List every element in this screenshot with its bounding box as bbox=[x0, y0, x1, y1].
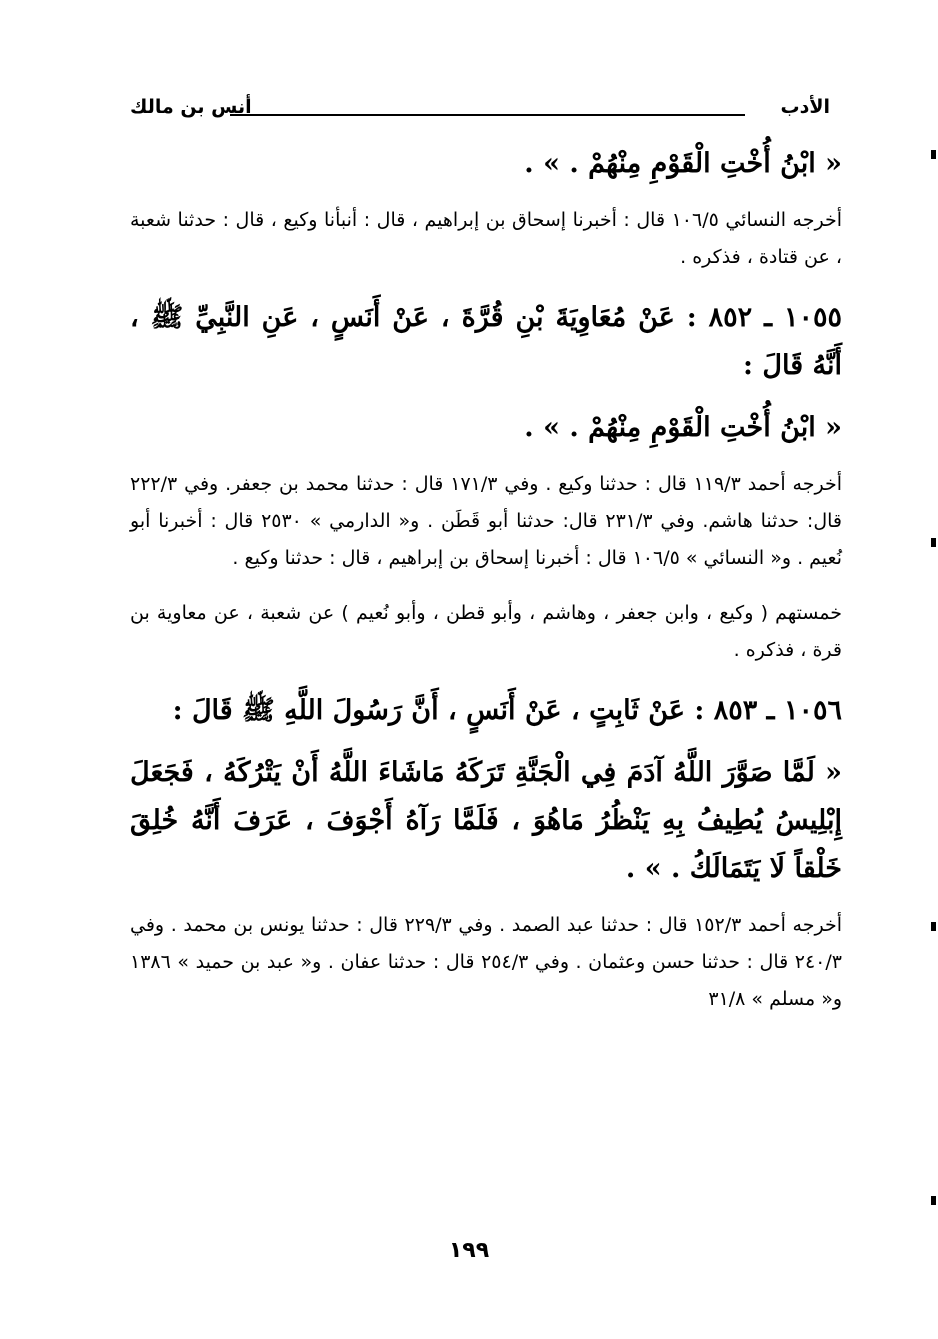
hadith-text: « ابْنُ أُخْتِ الْقَوْمِ مِنْهُمْ . » . bbox=[524, 148, 842, 179]
section-title: أنس بن مالك bbox=[130, 96, 252, 118]
hadith-text: « ابْنُ أُخْتِ الْقَوْمِ مِنْهُمْ . » . bbox=[524, 412, 842, 443]
hadith-text: ١٠٥٦ ـ ٨٥٣ : عَنْ ثَابِتٍ ، عَنْ أَنَسٍ ، أَنَّ رَسُولَ اللَّهِ ﷺ قَالَ : bbox=[172, 695, 842, 726]
page-number: ١٩٩ bbox=[448, 1238, 490, 1263]
margin-mark bbox=[931, 538, 936, 547]
takhrij-paragraph: أخرجه أحمد ١٥٢/٣ قال : حدثنا عبد الصمد . وفي ٢٢٩/٣ قال : حدثنا يونس بن محمد . وفي ٢٤٠/٣ قال : حدثنا حسن وعثمان . وفي ٢٥٤/٣ قال : حدثنا عفان . و« عبد بن حميد » ١٣٨٦ و« مسلم » ٣١/٨ bbox=[130, 914, 842, 1010]
header-rule bbox=[230, 114, 745, 116]
takhrij-paragraph: خمستهم ( وكيع ، وابن جعفر ، وهاشم ، وأبو قطن ، وأبو نُعيم ) عن شعبة ، عن معاوية بن قرة ، فذكره . bbox=[130, 602, 842, 661]
chapter-title: الأدب bbox=[780, 96, 830, 118]
running-header bbox=[130, 96, 830, 132]
takhrij-paragraph: أخرجه أحمد ١١٩/٣ قال : حدثنا وكيع . وفي ١٧١/٣ قال : حدثنا محمد بن جعفر. وفي ٢٢٢/٣ قال: حدثنا هاشم. وفي ٢٣١/٣ قال: حدثنا أبو قَطَن . و« الدارمي » ٢٥٣٠ قال : أخبرنا أبو نُعيم . و« النسائي » ١٠٦/٥ قال : أخبرنا إسحاق بن إبراهيم ، قال : حدثنا وكيع . bbox=[130, 473, 843, 569]
takhrij-paragraph: أخرجه النسائي ١٠٦/٥ قال : أخبرنا إسحاق بن إبراهيم ، قال : أنبأنا وكيع ، قال : حدثنا شعبة ، عن قتادة ، فذكره . bbox=[130, 209, 842, 268]
hadith-text: « لَمَّا صَوَّرَ اللَّهُ آدَمَ فِي الْجَنَّةِ تَرَكَهُ مَاشَاءَ اللَّهُ أَنْ يَتْرُكَهُ ، فَجَعَلَ إِبْلِيسُ يُطِيفُ بِهِ يَنْظُرُ مَاهُوَ ، فَلَمَّا رَآهُ أَجْوَفَ ، عَرَفَ أَنَّهُ خُلِقَ خَلْقاً لَا يَتَمَالَكُ . » . bbox=[130, 757, 842, 884]
margin-mark bbox=[931, 1196, 936, 1205]
hadith-text: ١٠٥٥ ـ ٨٥٢ : عَنْ مُعَاوِيَةَ بْنِ قُرَّةَ ، عَنْ أَنَسٍ ، عَنِ النَّبِيِّ ﷺ ، أَنَّهُ قَالَ : bbox=[130, 302, 842, 381]
page-body bbox=[130, 140, 842, 1036]
margin-mark bbox=[931, 150, 936, 159]
margin-mark bbox=[931, 922, 936, 931]
